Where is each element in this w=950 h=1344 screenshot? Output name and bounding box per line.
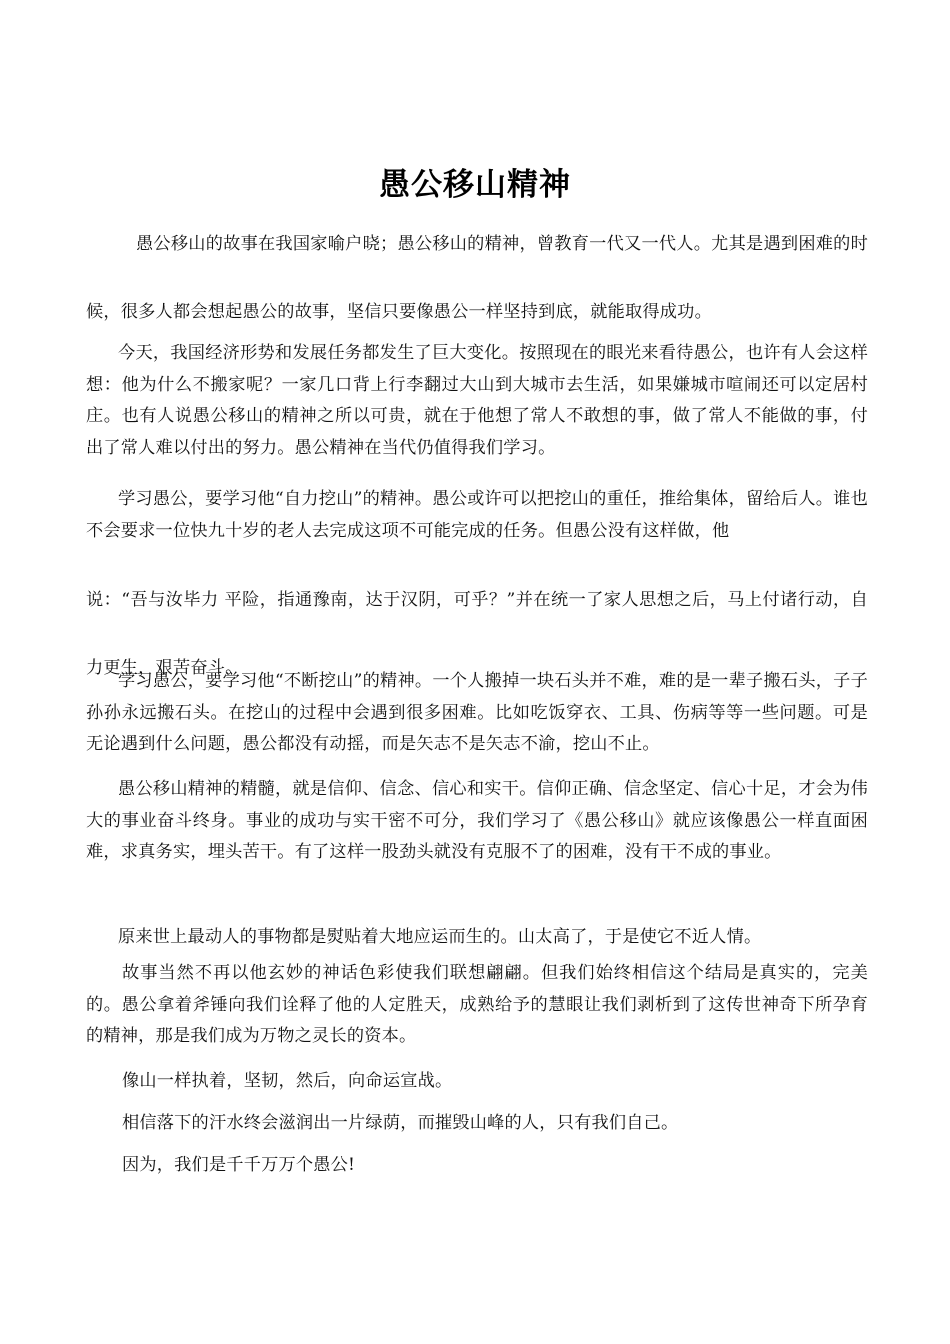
- paragraph-closing: 因为，我们是千千万万个愚公!: [122, 1155, 356, 1175]
- paragraph-intro: 愚公移山的故事在我国家喻户晓；愚公移山的精神，曾教育一代又一代人。尤其是遇到困难的时候，很多人都会想起愚公的故事，坚信只要像愚公一样坚持到底，就能取得成功。: [86, 234, 868, 322]
- paragraph-like-mountain: 像山一样执着，坚韧，然后，向命运宣战。: [122, 1071, 453, 1091]
- paragraph-sweat: 相信落下的汗水终会滋润出一片绿荫，而摧毁山峰的人，只有我们自己。: [122, 1113, 679, 1133]
- paragraph-story: 故事当然不再以他玄妙的神话色彩使我们联想翩翩。但我们始终相信这个结局是真实的，完美的。愚公拿着斧锤向我们诠释了他的人定胜天，成熟给予的慧眼让我们剥析到了这传世神奇下所孕育的精神，那是我们成为万物之灵长的资本。: [86, 963, 868, 1046]
- paragraph-quote: 说：“吾与汝毕力 平险，指通豫南，达于汉阴，可乎？”并在统一了家人思想之后，马上付诸行动，自力更生，艰苦奋斗。: [86, 590, 868, 678]
- paragraph-self-reliance: 学习愚公，要学习他“自力挖山”的精神。愚公或许可以把挖山的重任，推给集体，留给后人。谁也不会要求一位快九十岁的老人去完成这项不可能完成的任务。但愚公没有这样做，他: [86, 489, 868, 541]
- document-title: 愚公移山精神: [379, 167, 571, 203]
- paragraph-earth: 原来世上最动人的事物都是熨贴着大地应运而生的。山太高了，于是使它不近人情。: [118, 927, 762, 947]
- paragraph-today: 今天，我国经济形势和发展任务都发生了巨大变化。按照现在的眼光来看待愚公，也许有人会这样想：他为什么不搬家呢？一家几口背上行李翻过大山到大城市去生活，如果嫌城市喧闹还可以定居村庄。也有人说愚公移山的精神之所以可贵，就在于他想了常人不敢想的事，做了常人不能做的事，付出了常人难以付出的努力。愚公精神在当代仍值得我们学习。: [86, 343, 868, 458]
- paragraph-essence: 愚公移山精神的精髓，就是信仰、信念、信心和实干。信仰正确、信念坚定、信心十足，才会为伟大的事业奋斗终身。事业的成功与实干密不可分，我们学习了《愚公移山》就应该像愚公一样直面困难，求真务实，埋头苦干。有了这样一股劲头就没有克服不了的困难，没有干不成的事业。: [86, 779, 868, 862]
- paragraph-persistence: 学习愚公，要学习他“不断挖山”的精神。一个人搬掉一块石头并不难，难的是一辈子搬石头，子子孙孙永远搬石头。在挖山的过程中会遇到很多困难。比如吃饭穿衣、工具、伤病等等一些问题。可是无论遇到什么问题，愚公都没有动摇，而是矢志不是矢志不渝，挖山不止。: [86, 671, 868, 754]
